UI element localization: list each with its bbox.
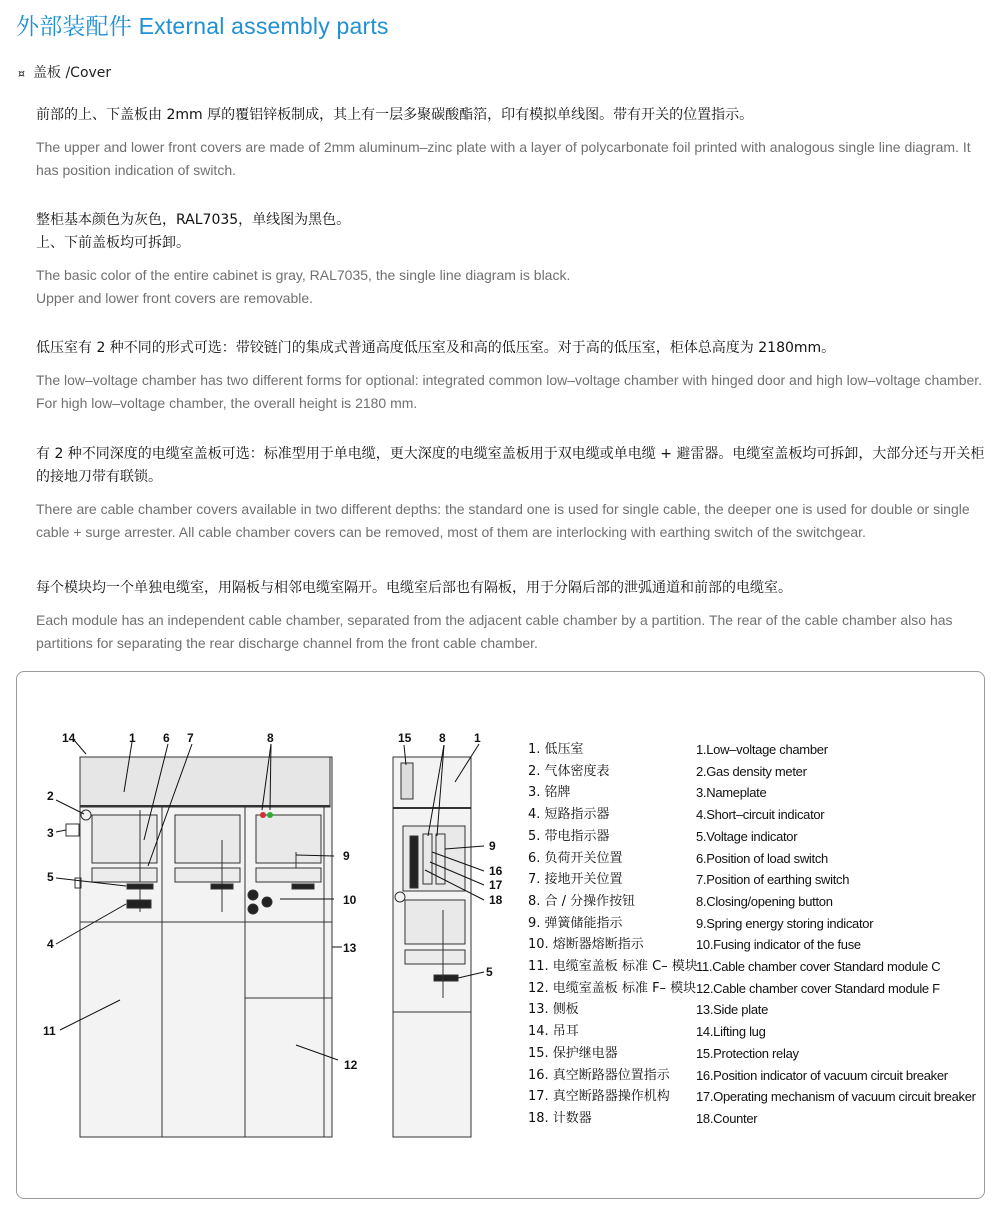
callout-number: 9 <box>489 839 496 853</box>
section-label: 盖板 /Cover <box>33 65 112 81</box>
callout-number: 8 <box>267 731 274 745</box>
legend-item: 5.Voltage indicator <box>696 828 798 844</box>
paragraph-en: The low–voltage chamber has two different forms for optional: integrated common low–voltage chamber with hinged door and high low–voltage chamber. For high low–voltage chamber, the overall height is 2180 mm. <box>36 372 983 411</box>
legend-item: 8. 合 / 分操作按钮 <box>528 893 636 909</box>
legend-item: 12. 电缆室盖板 标准 F– 模块 <box>528 980 697 996</box>
legend-item: 4. 短路指示器 <box>528 807 610 823</box>
legend-item: 12.Cable chamber cover Standard module F <box>696 980 940 996</box>
legend-item: 18. 计数器 <box>528 1110 592 1126</box>
legend-item: 4.Short–circuit indicator <box>696 807 825 823</box>
callout-number: 8 <box>439 731 446 745</box>
callout-number: 7 <box>187 731 194 745</box>
callout-number: 11 <box>43 1024 56 1038</box>
paragraph-en: The upper and lower front covers are made of 2mm aluminum–zinc plate with a layer of polycarbonate foil printed with analogous single line diagram. It has position indication of switch. <box>36 139 971 178</box>
legend-item: 15.Protection relay <box>696 1045 799 1061</box>
legend-item: 3. 铭牌 <box>528 785 571 801</box>
legend-item: 9. 弹簧储能指示 <box>528 915 623 931</box>
callout-number: 13 <box>343 941 357 955</box>
callout-number: 1 <box>129 731 136 745</box>
callout-number: 15 <box>398 731 412 745</box>
legend-item: 6.Position of load switch <box>696 850 828 866</box>
callout-number: 16 <box>489 864 503 878</box>
legend-item: 6. 负荷开关位置 <box>528 850 623 866</box>
paragraph-zh: 前部的上、下盖板由 2mm 厚的覆铝锌板制成，其上有一层多聚碳酸酯箔，印有模拟单线图。带有开关的位置指示。 <box>36 107 754 123</box>
legend-item: 1.Low–voltage chamber <box>696 742 828 757</box>
legend-item: 13.Side plate <box>696 1002 768 1018</box>
paragraph-zh: 整柜基本颜色为灰色，RAL7035，单线图为黑色。 上、下前盖板均可拆卸。 <box>36 212 351 251</box>
callout-number: 9 <box>343 849 350 863</box>
legend-item: 17. 真空断路器操作机构 <box>528 1089 670 1105</box>
callout-number: 18 <box>489 893 503 907</box>
paragraph-en: Each module has an independent cable chamber, separated from the adjacent cable chamber by a partition. The rear of the cable chamber also has partitions for separating the rear discharge channel from the front cable chamber. <box>36 612 953 651</box>
legend-item: 13. 侧板 <box>528 1002 579 1018</box>
legend-list-english <box>696 739 976 1130</box>
legend-list-chinese <box>528 739 698 1130</box>
callout-number: 6 <box>163 731 170 745</box>
callout-number: 5 <box>486 965 493 979</box>
legend-item: 10.Fusing indicator of the fuse <box>696 937 861 953</box>
legend-item: 14.Lifting lug <box>696 1024 766 1040</box>
legend-item: 5. 带电指示器 <box>528 828 610 844</box>
section-bullet-icon: ¤ <box>18 67 25 80</box>
legend-item: 3.Nameplate <box>696 785 767 801</box>
callout-number: 2 <box>47 789 54 803</box>
callout-number: 4 <box>47 937 54 951</box>
legend-item: 7.Position of earthing switch <box>696 872 850 888</box>
legend-item: 16.Position indicator of vacuum circuit breaker <box>696 1067 948 1083</box>
callout-number: 1 <box>474 731 481 745</box>
paragraph-zh: 每个模块均一个单独电缆室，用隔板与相邻电缆室隔开。电缆室后部也有隔板，用于分隔后部的泄弧通道和前部的电缆室。 <box>36 580 792 596</box>
legend-item: 16. 真空断路器位置指示 <box>528 1067 670 1083</box>
callout-number: 17 <box>489 878 503 892</box>
callout-number: 5 <box>47 870 54 884</box>
legend-item: 2. 气体密度表 <box>528 763 610 779</box>
callout-number: 3 <box>47 826 54 840</box>
legend-item: 18.Counter <box>696 1110 758 1126</box>
callout-number: 14 <box>62 731 76 745</box>
paragraph-zh: 有 2 种不同深度的电缆室盖板可选：标准型用于单电缆，更大深度的电缆室盖板用于双电缆或单电缆 + 避雷器。电缆室盖板均可拆卸，大部分还与开关柜的接地刀带有联锁。 <box>36 446 985 485</box>
legend-item: 8.Closing/opening button <box>696 893 833 909</box>
legend-item: 1. 低压室 <box>528 742 584 757</box>
paragraph-en: There are cable chamber covers available in two different depths: the standard one is used for single cable, the deeper one is used for double or single cable + surge arrester. All cable chamber covers can be removed, most of them are interlocking with earthing switch of the switchgear. <box>36 501 970 540</box>
legend-item: 17.Operating mechanism of vacuum circuit breaker <box>696 1089 976 1105</box>
paragraph-zh: 低压室有 2 种不同的形式可选：带铰链门的集成式普通高度低压室及和高的低压室。对于高的低压室，柜体总高度为 2180mm。 <box>36 340 836 356</box>
page-title: 外部装配件 External assembly parts <box>16 13 389 39</box>
legend-item: 2.Gas density meter <box>696 763 807 779</box>
paragraph-en: The basic color of the entire cabinet is gray, RAL7035, the single line diagram is black. Upper and lower front covers are removable. <box>36 267 571 306</box>
legend-item: 15. 保护继电器 <box>528 1045 618 1061</box>
legend-item: 7. 接地开关位置 <box>528 872 623 888</box>
legend-item: 14. 吊耳 <box>528 1024 579 1040</box>
legend-item: 10. 熔断器熔断指示 <box>528 937 644 953</box>
callout-number: 12 <box>344 1058 358 1072</box>
callout-number: 10 <box>343 893 357 907</box>
legend-item: 9.Spring energy storing indicator <box>696 915 874 931</box>
legend-item: 11.Cable chamber cover Standard module C <box>696 959 941 975</box>
legend-item: 11. 电缆室盖板 标准 C– 模块 <box>528 959 698 975</box>
